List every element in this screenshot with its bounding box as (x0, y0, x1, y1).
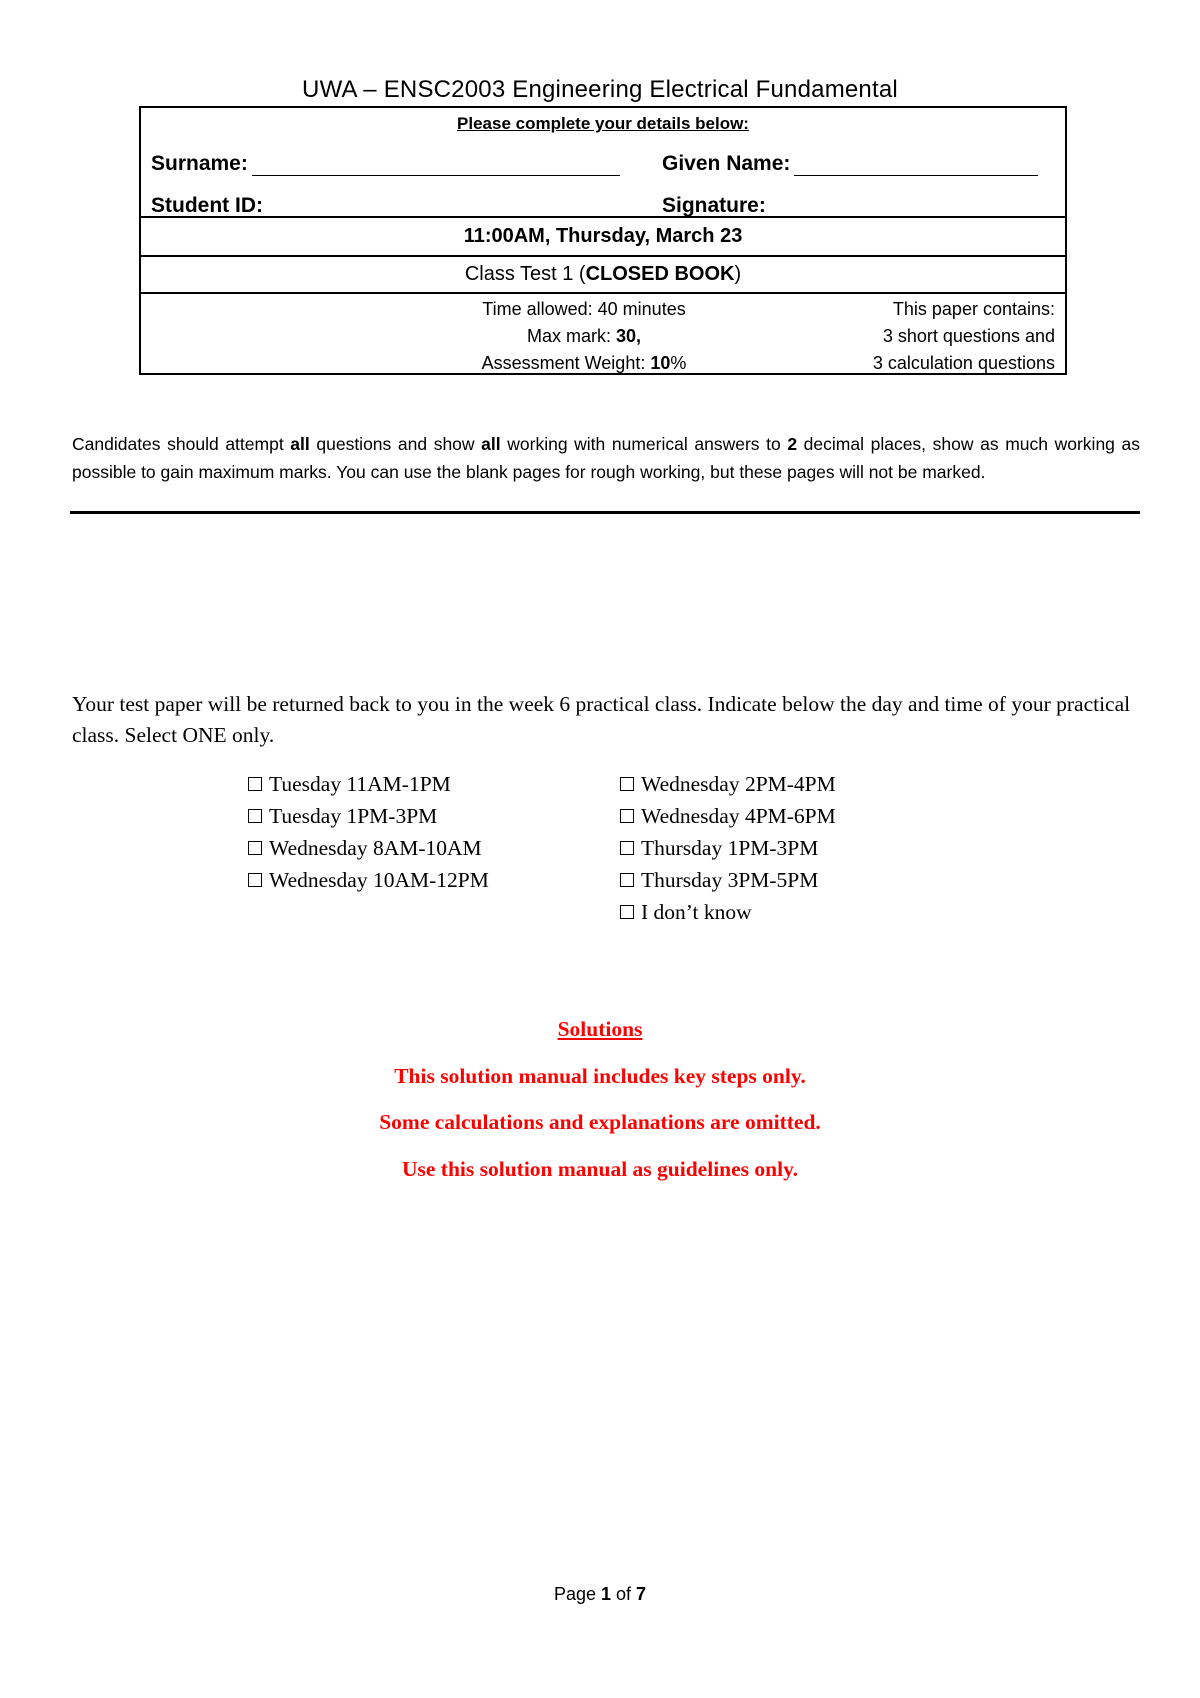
contains-line-1: This paper contains: (892, 299, 1055, 319)
max-mark-value: 30, (616, 326, 642, 346)
signature-line[interactable] (770, 199, 996, 218)
exam-test-name (139, 257, 1067, 294)
checkbox-icon[interactable] (248, 809, 262, 823)
page-number (0, 1584, 1200, 1605)
solutions-title: Solutions (557, 1017, 643, 1041)
exam-info-left (449, 296, 719, 377)
page-of: of (611, 1584, 637, 1604)
given-name-label: Given Name: (662, 152, 791, 175)
practical-option[interactable] (620, 832, 836, 864)
test-name-bold: CLOSED BOOK (585, 263, 735, 285)
practical-option[interactable] (248, 832, 489, 864)
option-label: Thursday 1PM-3PM (641, 836, 819, 860)
checkbox-icon[interactable] (620, 809, 634, 823)
practical-options-left (248, 768, 489, 896)
exam-datetime: 11:00AM, Thursday, March 23 (139, 218, 1067, 257)
time-allowed-label: Time allowed: (482, 299, 593, 319)
practical-option[interactable] (620, 768, 836, 800)
instr-part-4: decimal places, show as much working as possible to gain maximum marks. You can use the blank pages for rough working, but these pages will not be marked. (72, 434, 1140, 482)
instr-bold-all-2: all (481, 434, 501, 454)
practical-option[interactable] (248, 768, 489, 800)
signature-label: Signature: (662, 194, 766, 217)
given-name-line[interactable] (794, 157, 1038, 176)
checkbox-icon[interactable] (620, 841, 634, 855)
details-heading: Please complete your details below: (457, 114, 749, 133)
checkbox-icon[interactable] (620, 777, 634, 791)
time-allowed-value: 40 minutes (597, 299, 686, 319)
solutions-note-3: Use this solution manual as guidelines only. (401, 1157, 799, 1181)
option-label: Wednesday 2PM-4PM (641, 772, 836, 796)
assessment-weight (449, 350, 719, 377)
checkbox-icon[interactable] (248, 777, 262, 791)
time-allowed (449, 296, 719, 323)
student-id-label: Student ID: (151, 194, 263, 217)
checkbox-icon[interactable] (620, 873, 634, 887)
student-id-field[interactable] (151, 194, 624, 218)
option-label: I don’t know (641, 900, 752, 924)
practical-option[interactable] (620, 896, 836, 928)
page-total: 7 (636, 1584, 647, 1604)
practical-option[interactable] (620, 864, 836, 896)
option-label: Wednesday 4PM-6PM (641, 804, 836, 828)
surname-label: Surname: (151, 152, 248, 175)
surname-line[interactable] (252, 157, 620, 176)
option-label: Thursday 3PM-5PM (641, 868, 819, 892)
instructions (72, 430, 1140, 486)
option-label: Wednesday 10AM-12PM (269, 868, 489, 892)
student-id-line[interactable] (267, 199, 624, 218)
option-label: Tuesday 1PM-3PM (269, 804, 438, 828)
page-title: UWA – ENSC2003 Engineering Electrical Fundamental (302, 76, 898, 103)
page-prefix: Page (553, 1584, 601, 1604)
max-mark (449, 323, 719, 350)
instr-part-2: questions and show (309, 434, 482, 454)
instr-part-3: working with numerical answers to (500, 434, 788, 454)
given-name-field[interactable] (662, 152, 1038, 176)
weight-label: Assessment Weight: (481, 353, 646, 373)
practical-options-right (620, 768, 836, 928)
max-mark-label: Max mark: (526, 326, 611, 346)
practical-option[interactable] (620, 800, 836, 832)
weight-suffix: % (670, 353, 687, 373)
test-name-suffix: ) (734, 263, 742, 285)
page-current: 1 (601, 1584, 612, 1604)
solutions-note-2: Some calculations and explanations are omitted. (379, 1110, 821, 1134)
contains-line-3: 3 calculation questions (872, 353, 1055, 373)
checkbox-icon[interactable] (248, 873, 262, 887)
checkbox-icon[interactable] (620, 905, 634, 919)
instr-bold-two: 2 (787, 434, 798, 454)
option-label: Tuesday 11AM-1PM (269, 772, 451, 796)
instr-bold-all-1: all (290, 434, 310, 454)
instr-part-1: Candidates should attempt (72, 434, 291, 454)
option-label: Wednesday 8AM-10AM (269, 836, 482, 860)
exam-info-row (139, 294, 1067, 375)
surname-field[interactable] (151, 152, 620, 176)
practical-instructions: Your test paper will be returned back to you in the week 6 practical class. Indicate below the day and time of your practical class. Select ONE only. (72, 692, 1131, 747)
solutions-note-1: This solution manual includes key steps only. (394, 1064, 806, 1088)
weight-value: 10 (650, 353, 671, 373)
exam-info-right (795, 296, 1055, 377)
practical-option[interactable] (248, 800, 489, 832)
test-name-prefix: Class Test 1 ( (464, 263, 586, 285)
contains-line-2: 3 short questions and (882, 326, 1055, 346)
checkbox-icon[interactable] (248, 841, 262, 855)
details-box (139, 106, 1067, 218)
signature-field[interactable] (662, 194, 996, 218)
divider-rule (70, 511, 1140, 514)
practical-option[interactable] (248, 864, 489, 896)
